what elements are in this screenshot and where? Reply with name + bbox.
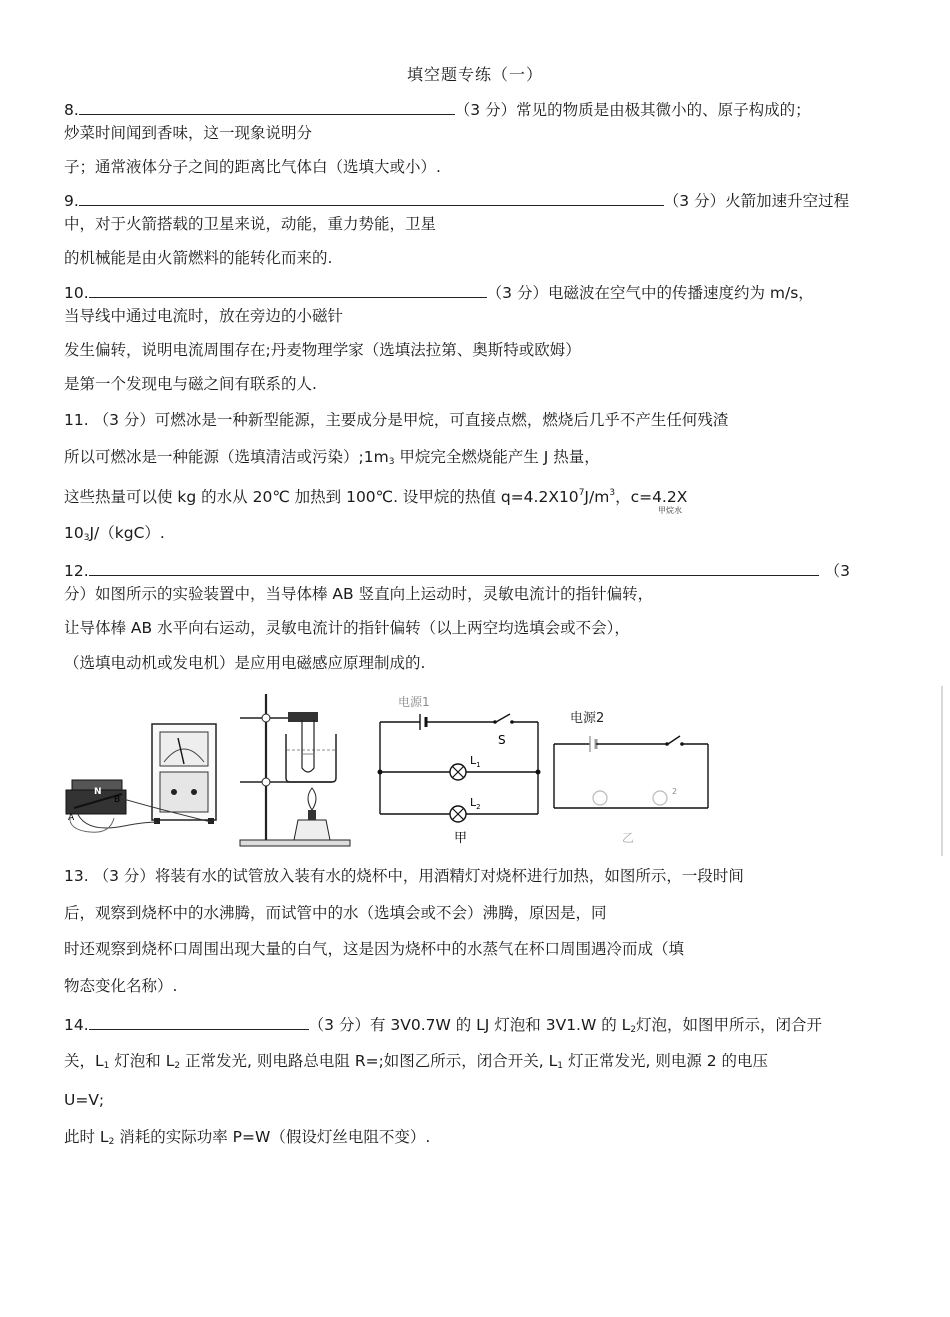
- q9-line-2: 中，对于火箭搭载的卫星来说，动能，重力势能，卫星: [64, 215, 437, 233]
- q12-text-tail: （3: [824, 562, 851, 580]
- q10-line-4: 是第一个发现电与磁之间有联系的人.: [64, 375, 317, 393]
- q10-line-2: 当导线中通过电流时，放在旁边的小磁针: [64, 307, 344, 325]
- boiling-apparatus-figure: [236, 690, 362, 848]
- q12-answer-blank[interactable]: [89, 560, 819, 576]
- q12-number: 12.: [64, 562, 89, 580]
- figure-jia-caption: 甲: [454, 831, 468, 846]
- q13-line-2: 后，观察到烧杯中的水沸腾，而试管中的水（选填会或不会）沸腾，原因是，同: [64, 904, 607, 922]
- q10-line-1: [64, 282, 814, 304]
- q12-line-2: 分）如图所示的实验装置中，当导体棒 AB 竖直向上运动时，灵敏电流计的指针偏转，: [64, 585, 654, 603]
- q14-answer-blank[interactable]: [89, 1014, 309, 1030]
- lamp-l2-label: $L_2$: [470, 796, 481, 811]
- q8-line-3: 子；通常液体分子之间的距离比气体白（选填大或小）.: [64, 158, 441, 176]
- label-b: B: [114, 795, 121, 805]
- induction-apparatus-figure: [64, 722, 224, 842]
- q14-line-2: 关，$L_1$ 灯泡和 $L_2$ 正常发光, 则电路总电阻 R=;如图乙所示，闭合开关, $L_1$ 灯正常发光, 则电源 2 的电压: [64, 1052, 769, 1071]
- q11-line-1: 11. （3 分）可燃冰是一种新型能源，主要成分是甲烷，可直接点燃，燃烧后几乎不产生任何残渣: [64, 411, 729, 429]
- q14-line-1: 14. （3 分）有 3V0.7W 的 LJ 灯泡和 3V1.W 的 $L_2$灯泡，如图甲所示，闭合开: [64, 1016, 823, 1035]
- circuit2-title: 电源2: [570, 711, 605, 726]
- page-edge-marker: [941, 686, 943, 856]
- q14-line-3: U=V;: [64, 1091, 105, 1109]
- switch-s-label: S: [498, 733, 506, 747]
- q10-answer-blank[interactable]: [89, 282, 487, 298]
- q13-line-3: 时还观察到烧杯口周围出现大量的白气，这是因为烧杯中的水蒸气在杯口周围遇冷而成（填: [64, 940, 685, 958]
- circuit1-title: 电源1: [398, 695, 430, 709]
- q11-line-3: 这些热量可以使 kg 的水从 20℃ 加热到 100℃. 设甲烷的热值 $q=4.2X10^7J/m^3$，c=4.2X: [64, 488, 688, 506]
- q9-answer-blank[interactable]: [79, 190, 664, 206]
- q10-line-3: 发生偏转，说明电流周围存在;丹麦物理学家（选填法拉第、奥斯特或欧姆）: [64, 341, 581, 359]
- magnet-n-label: N: [94, 787, 102, 797]
- q12-line-4: （选填电动机或发电机）是应用电磁感应原理制成的.: [64, 654, 426, 672]
- label-a: A: [68, 813, 75, 823]
- q14-line-4: 此时 $L_2$ 消耗的实际功率 P=W（假设灯丝电阻不变）.: [64, 1128, 431, 1147]
- circuit-yi-figure: [548, 700, 712, 850]
- q10-number: 10.: [64, 284, 89, 302]
- q12-line-1: [64, 560, 850, 582]
- q8-text-1: （3 分）常见的物质是由极其微小的、原子构成的；: [454, 101, 811, 119]
- q9-line-3: 的机械能是由火箭燃料的能转化而来的.: [64, 249, 333, 267]
- q8-answer-blank[interactable]: [79, 99, 455, 115]
- q9-number: 9.: [64, 192, 79, 210]
- q8-number: 8.: [64, 101, 79, 119]
- q13-line-4: 物态变化名称）.: [64, 977, 178, 995]
- lamp-l2-faint-label: 2: [672, 787, 678, 796]
- lamp-l1-label: $L_1$: [470, 754, 481, 769]
- q11-line-2: 所以可燃冰是一种能源（选填清洁或污染）$;1m_3$ 甲烷完全燃烧能产生 J 热量，: [64, 448, 600, 467]
- q11-line-4: $10_3J/(kgC)$.: [64, 524, 165, 543]
- q8-line-2: 炒菜时间闻到香味，这一现象说明分: [64, 124, 313, 142]
- q12-line-3: 让导体棒 AB 水平向右运动，灵敏电流计的指针偏转（以上两空均选填会或不会），: [64, 619, 630, 637]
- q11-subscript-note: 甲烷水: [658, 506, 682, 515]
- q8-line-1: [64, 99, 811, 121]
- circuit-jia-figure: [374, 690, 544, 850]
- figure-yi-caption: 乙: [622, 831, 635, 845]
- q13-line-1: 13. （3 分）将装有水的试管放入装有水的烧杯中，用酒精灯对烧杯进行加热，如图所示，一段时间: [64, 867, 744, 885]
- q14-number: 14.: [64, 1016, 89, 1034]
- q9-text-1: （3 分）火箭加速升空过程: [663, 192, 850, 210]
- q10-text-1: （3 分）电磁波在空气中的传播速度约为 m/s，: [486, 284, 814, 302]
- page-title: 填空题专练（一）: [406, 65, 543, 84]
- q9-line-1: [64, 190, 849, 212]
